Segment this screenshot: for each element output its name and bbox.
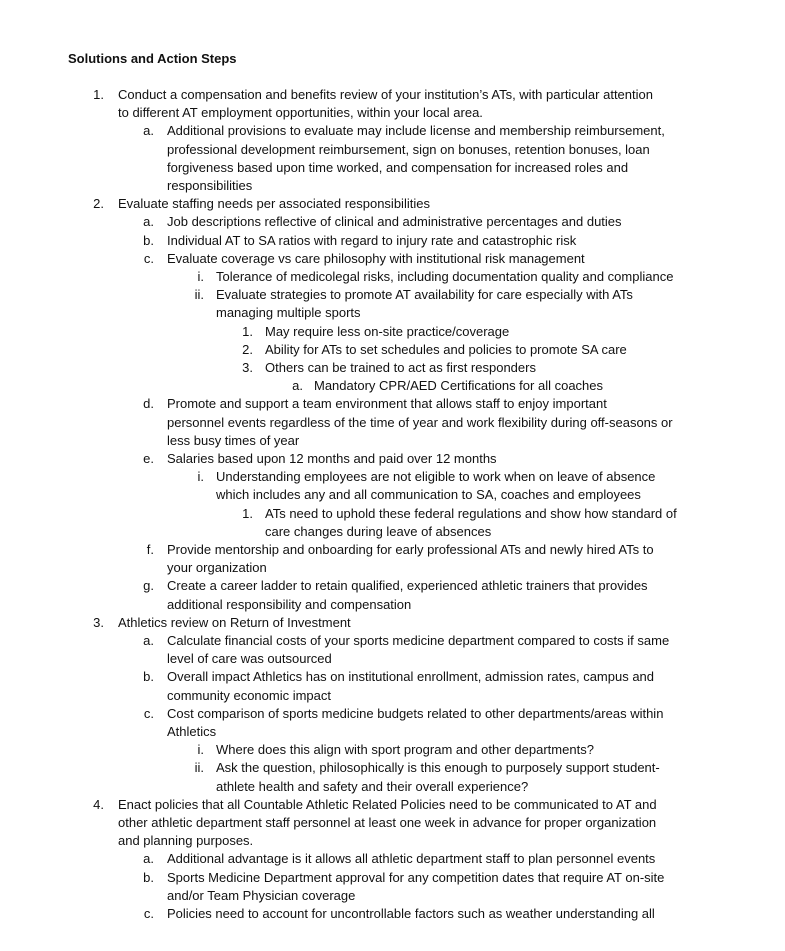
list-item-text: Provide mentorship and onboarding for early professional ATs and newly hired ATs to [167, 542, 654, 557]
list-marker: a. [143, 851, 154, 867]
list-marker: 3. [93, 614, 104, 630]
list-item-text: Calculate financial costs of your sports medicine department compared to costs if same [167, 633, 670, 648]
list-marker: a. [143, 633, 154, 648]
list-item-text: and planning purposes. [118, 833, 254, 849]
list-item-text: professional development reimbursement, sign on bonuses, retention bonuses, loan [167, 141, 650, 157]
list-item-text: Tolerance of medicolegal risks, including documentation quality and compliance [216, 269, 674, 284]
list-item-text: other athletic department staff personnel at least one week in advance for proper organization [118, 815, 657, 830]
list-marker: a. [292, 378, 303, 394]
list-item-text: ATs need to uphold these federal regulations and show how standard of [265, 505, 677, 521]
list-marker: 4. [93, 796, 104, 812]
list-marker: b. [143, 669, 154, 685]
list-marker: 1. [242, 323, 253, 339]
list-marker: b. [143, 869, 154, 885]
list-item-text: Create a career ladder to retain qualified, experienced athletic trainers that provides [167, 578, 648, 594]
list-marker: i. [197, 269, 204, 284]
list-marker: a. [143, 214, 154, 230]
list-marker: e. [143, 451, 154, 466]
list-item-text: Evaluate coverage vs care philosophy with institutional risk management [167, 250, 585, 266]
list-item-text: care changes during leave of absences [265, 523, 492, 539]
list-marker: ii. [194, 760, 204, 776]
list-item-text: to different AT employment opportunities, within your local area. [118, 105, 483, 121]
list-item-text: Policies need to account for uncontrollable factors such as weather understanding all [167, 906, 655, 921]
list-item-text: level of care was outsourced [167, 651, 332, 667]
list-marker: c. [143, 906, 154, 921]
list-marker: 1. [93, 87, 104, 102]
list-item-text: managing multiple sports [216, 305, 361, 321]
list-item-text: Sports Medicine Department approval for any competition dates that require AT on-site [167, 869, 665, 885]
list-item-text: Others can be trained to act as first responders [265, 360, 536, 375]
list-marker: f. [146, 542, 154, 557]
list-marker: i. [197, 469, 204, 485]
list-marker: 2. [242, 341, 253, 357]
list-item-text: and/or Team Physician coverage [167, 887, 356, 903]
list-marker: d. [143, 396, 154, 412]
list-item-text: Promote and support a team environment that allows staff to enjoy important [167, 396, 607, 412]
list-item-text: Enact policies that all Countable Athletic Related Policies need to be communicated to AT and [118, 796, 657, 812]
list-item-text: Athletics [167, 724, 217, 739]
list-marker: b. [143, 232, 154, 248]
list-item-text: additional responsibility and compensation [167, 596, 412, 612]
list-marker: 2. [93, 196, 104, 212]
list-item-text: Additional provisions to evaluate may include license and membership reimbursement, [167, 123, 665, 139]
page-title: Solutions and Action Steps [68, 51, 237, 66]
list-item-text: Ask the question, philosophically is this enough to purposely support student- [216, 760, 660, 776]
list-marker: i. [197, 742, 204, 758]
list-item-text: Mandatory CPR/AED Certifications for all coaches [314, 378, 604, 394]
list-item-text: Evaluate staffing needs per associated responsibilities [118, 196, 430, 212]
list-marker: a. [143, 123, 154, 139]
list-item-text: Additional advantage is it allows all athletic department staff to plan personnel events [167, 851, 656, 867]
list-item-text: athlete health and safety and their overall experience? [216, 778, 529, 794]
list-item-text: Conduct a compensation and benefits review of your institution’s ATs, with particular attention [118, 87, 653, 102]
list-item-text: May require less on-site practice/coverage [265, 323, 510, 339]
list-item-text: which includes any and all communication to SA, coaches and employees [216, 487, 641, 503]
list-item-text: responsibilities [167, 178, 253, 193]
list-item-text: Athletics review on Return of Investment [118, 614, 351, 630]
list-item-text: personnel events regardless of the time of year and work flexibility during off-seasons or [167, 414, 673, 430]
list-item-text: your organization [167, 560, 267, 576]
list-marker: c. [143, 250, 154, 266]
list-marker: c. [143, 705, 154, 721]
list-item-text: Job descriptions reflective of clinical and administrative percentages and duties [167, 214, 622, 230]
list-item-text: community economic impact [167, 687, 331, 703]
list-marker: g. [143, 578, 154, 594]
list-item-text: Where does this align with sport program and other departments? [216, 742, 594, 758]
list-marker: ii. [194, 287, 204, 303]
list-item-text: Salaries based upon 12 months and paid over 12 months [167, 451, 497, 466]
list-item-text: Cost comparison of sports medicine budgets related to other departments/areas within [167, 705, 664, 721]
list-item-text: Individual AT to SA ratios with regard to injury rate and catastrophic risk [167, 232, 577, 248]
list-marker: 3. [242, 360, 253, 375]
list-item-text: Overall impact Athletics has on institutional enrollment, admission rates, campus and [167, 669, 655, 685]
list-marker: 1. [242, 505, 253, 521]
list-item-text: less busy times of year [167, 432, 300, 448]
list-item-text: Evaluate strategies to promote AT availability for care especially with ATs [216, 287, 633, 303]
list-item-text: Ability for ATs to set schedules and policies to promote SA care [265, 341, 627, 357]
list-item-text: Understanding employees are not eligible to work when on leave of absence [216, 469, 656, 485]
list-item-text: forgiveness based upon time worked, and compensation for increased roles and [167, 159, 629, 175]
